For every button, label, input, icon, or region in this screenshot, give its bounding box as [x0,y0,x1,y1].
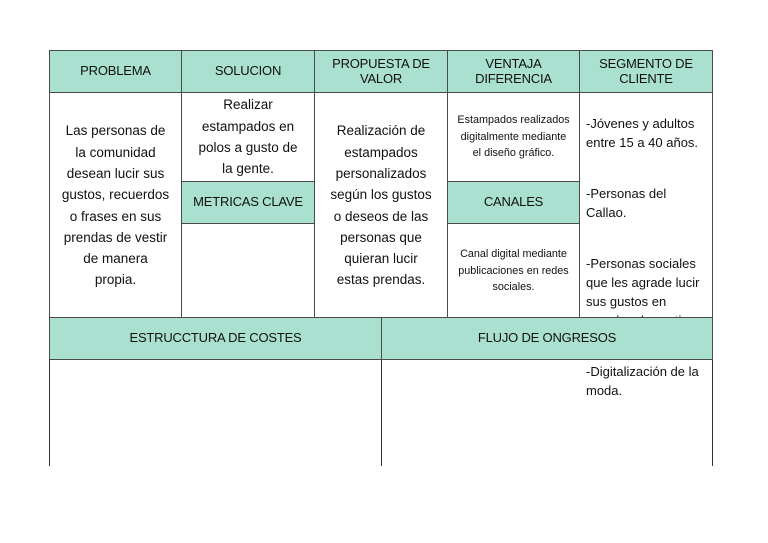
segment-item-callao: -Personas del Callao. [586,185,667,221]
canales-text: Canal digital mediante publicaciones en redes sociales. [458,247,569,294]
problema-text: Las personas de la comunidad desean lucir sus gustos, recuerdos o frases en sus prendas de vestir de manera propia. [61,123,170,288]
segmento-cliente-header: SEGMENTO DE CLIENTE [579,50,713,93]
ventaja-diferencia-text: Estampados realizados digitalmente mediante el diseño gráfico. [457,113,570,160]
metricas-clave-header: METRICAS CLAVE [181,181,315,224]
segment-item-jovenes: -Jóvenes y adultos entre 15 a 40 años. [586,116,699,151]
solucion-header: SOLUCION [181,50,315,93]
bottom-right-border [712,360,713,466]
segment-item-digitalizacion: -Digitalización de la moda. [586,363,699,399]
flujo-ingresos-header: FLUJO DE ONGRESOS [381,317,713,360]
segmento-cliente-text [586,95,710,399]
propuesta-valor-text: Realización de estampados personalizados según los gustos o deseos de las personas que quieran lucir estas prendas. [330,123,432,288]
solucion-text: Realizar estampados en polos a gusto de la gente. [198,97,298,177]
propuesta-valor-header: PROPUESTA DE VALOR [314,50,448,93]
bottom-middle-border [381,360,382,466]
canales-header: CANALES [447,181,580,224]
problema-header: PROBLEMA [49,50,182,93]
estructura-costes-header: ESTRUCCTURA DE COSTES [49,317,382,360]
bottom-left-border [49,360,50,466]
segment-item-sociales: -Personas sociales que les agrade lucir sus gustos en [586,255,700,310]
ventaja-diferencia-header: VENTAJA DIFERENCIA [447,50,580,93]
